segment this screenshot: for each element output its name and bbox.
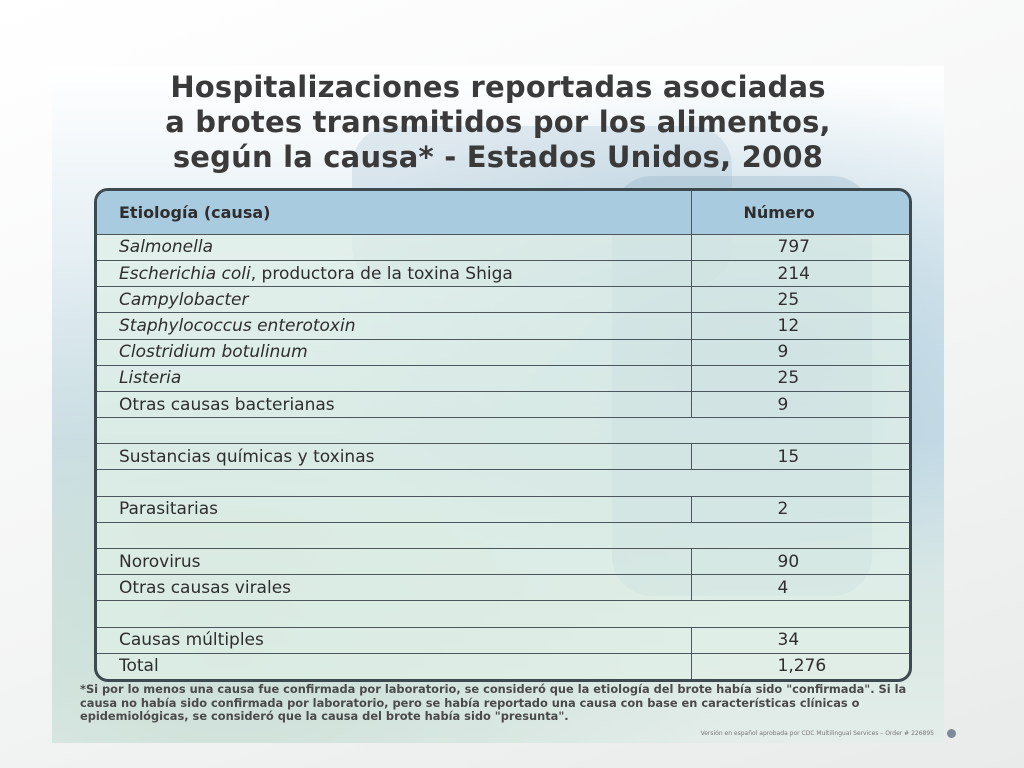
cell-number: 25 (691, 287, 909, 313)
cell-cause-suffix: , productora de la toxina Shiga (250, 263, 513, 284)
table-row (97, 287, 909, 313)
table-row (97, 391, 909, 417)
table-row (97, 234, 909, 260)
cell-number: 34 (691, 627, 909, 653)
cell-number-total: 1,276 (691, 653, 909, 679)
cell-number: 12 (691, 313, 909, 339)
cell-number: 214 (691, 260, 909, 286)
cell-cause: Causas múltiples (97, 627, 691, 653)
cell-number: 90 (691, 549, 909, 575)
table-row (97, 365, 909, 391)
footnote: *Si por lo menos una causa fue confirmada por laboratorio, se consideró que la etiología del brote había sido "confirmada". Si la causa no había sido confirmada por laboratorio, pero se había reportado una causa con base en características clínicas o epidemiológicas, se consideró que la causa del brote había sido "presunta". (80, 682, 907, 723)
table-row (97, 496, 909, 522)
cell-cause: Sustancias químicas y toxinas (97, 444, 691, 470)
cell-cause: Listeria (97, 365, 691, 391)
slide-image (52, 66, 944, 743)
table-spacer-row (97, 601, 909, 627)
cell-cause-italic: Escherichia coli (119, 263, 251, 284)
table-row (97, 339, 909, 365)
cell-cause: Campylobacter (97, 287, 691, 313)
spacer-cell (97, 418, 909, 444)
table-row (97, 575, 909, 601)
hospitalizations-table (94, 188, 912, 682)
cell-number: 25 (691, 365, 909, 391)
cell-cause: Staphylococcus enterotoxin (97, 313, 691, 339)
title-line-3: según la causa* - Estados Unidos, 2008 (172, 140, 824, 174)
table-total-row (97, 653, 909, 679)
spacer-cell (97, 522, 909, 548)
cell-cause: Parasitarias (97, 496, 691, 522)
table-row (97, 549, 909, 575)
cell-cause (97, 260, 691, 286)
table-header-row (97, 191, 909, 234)
table-row (97, 260, 909, 286)
slide-bullet-dot (947, 729, 956, 738)
table-spacer-row (97, 470, 909, 496)
cell-number: 9 (691, 391, 909, 417)
table-spacer-row (97, 418, 909, 444)
cell-cause: Norovirus (97, 549, 691, 575)
page-title (52, 70, 944, 175)
table-spacer-row (97, 522, 909, 548)
title-line-2: a brotes transmitidos por los alimentos, (165, 105, 831, 139)
cell-number: 15 (691, 444, 909, 470)
cell-number: 2 (691, 496, 909, 522)
cell-cause: Salmonella (97, 234, 691, 260)
cell-cause: Otras causas virales (97, 575, 691, 601)
table-row (97, 627, 909, 653)
cell-number: 797 (691, 234, 909, 260)
spacer-cell (97, 601, 909, 627)
table-row (97, 444, 909, 470)
cell-cause: Otras causas bacterianas (97, 391, 691, 417)
cell-cause: Clostridium botulinum (97, 339, 691, 365)
version-note: Versión en español aprobada por CDC Multilingual Services – Order # 226895 (700, 730, 934, 737)
cell-cause-total: Total (97, 653, 691, 679)
cell-number: 4 (691, 575, 909, 601)
table-row (97, 313, 909, 339)
cell-number: 9 (691, 339, 909, 365)
spacer-cell (97, 470, 909, 496)
title-line-1: Hospitalizaciones reportadas asociadas (170, 70, 826, 104)
header-cause: Etiología (causa) (97, 191, 691, 234)
header-number: Número (691, 191, 909, 234)
